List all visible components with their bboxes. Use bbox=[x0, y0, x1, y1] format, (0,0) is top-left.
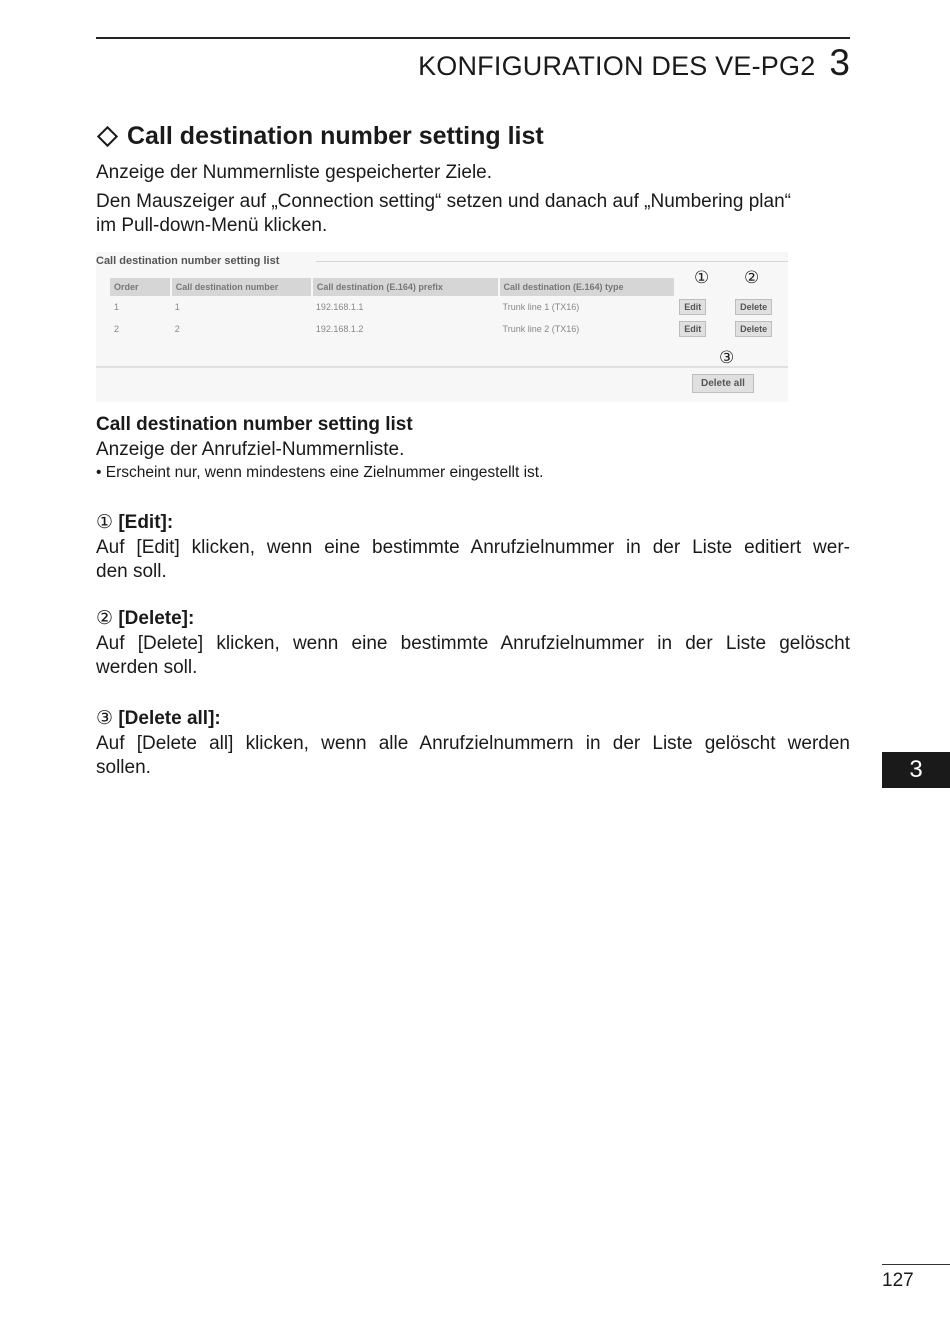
footer-rule bbox=[882, 1264, 950, 1265]
instruction-line-1: Den Mauszeiger auf „Connection setting“ setzen und danach auf „Numbering plan“ bbox=[96, 191, 791, 212]
delete-all-button[interactable]: Delete all bbox=[692, 374, 754, 393]
callout-3: ③ bbox=[719, 348, 735, 367]
item-edit-heading bbox=[96, 510, 850, 535]
instruction-line-2: im Pull-down-Menü klicken. bbox=[96, 215, 328, 236]
edit-button[interactable]: Edit bbox=[679, 299, 706, 315]
cell-prefix: 192.168.1.2 bbox=[315, 324, 364, 334]
cell-order: 2 bbox=[114, 324, 120, 334]
screenshot-title-rule bbox=[316, 261, 788, 262]
item-delete-all-heading bbox=[96, 706, 850, 731]
cell-type: Trunk line 2 (TX16) bbox=[502, 324, 580, 334]
page-number: 127 bbox=[882, 1270, 914, 1291]
header-rule bbox=[96, 37, 850, 39]
section-intro: Anzeige der Nummernliste gespeicherter Ziele. bbox=[96, 162, 493, 183]
cell-number: 1 bbox=[174, 302, 180, 312]
section-heading bbox=[96, 122, 544, 151]
item-delete-all-line-2: sollen. bbox=[96, 757, 151, 778]
callout-2: ② bbox=[744, 268, 760, 287]
item-delete-line-2: werden soll. bbox=[96, 657, 198, 678]
description-note: • Erscheint nur, wenn mindestens eine Zielnummer eingestellt ist. bbox=[96, 464, 544, 481]
delete-button[interactable]: Delete bbox=[735, 321, 772, 337]
table-header-row bbox=[110, 278, 787, 296]
item-marker: ③ bbox=[96, 708, 114, 729]
edit-button[interactable]: Edit bbox=[679, 321, 706, 337]
settings-screenshot bbox=[96, 252, 788, 402]
item-delete-all-line-1: Auf [Delete all] klicken, wenn alle Anrufzielnummern in der Liste gelöscht werden bbox=[96, 733, 850, 754]
description-text: Anzeige der Anrufziel-Nummernliste. bbox=[96, 439, 405, 460]
chapter-side-tab: 3 bbox=[882, 752, 950, 788]
item-marker: ② bbox=[96, 608, 114, 629]
item-delete-heading bbox=[96, 606, 850, 631]
table-row bbox=[110, 296, 787, 318]
column-header: Order bbox=[110, 278, 171, 296]
description-title: Call destination number setting list bbox=[96, 414, 413, 435]
diamond-icon bbox=[97, 126, 118, 147]
callout-1: ① bbox=[694, 268, 710, 287]
item-edit-line-1: Auf [Edit] klicken, wenn eine bestimmte Anrufzielnummer in der Liste editiert wer- bbox=[96, 537, 850, 558]
column-header: Call destination (E.164) type bbox=[499, 278, 676, 296]
item-label: [Edit]: bbox=[118, 512, 174, 533]
item-label: [Delete all]: bbox=[118, 708, 221, 729]
screenshot-separator bbox=[96, 366, 788, 368]
cell-prefix: 192.168.1.1 bbox=[315, 302, 364, 312]
column-header: Call destination number bbox=[171, 278, 312, 296]
screenshot-title: Call destination number setting list bbox=[96, 255, 280, 267]
item-delete-line-1: Auf [Delete] klicken, wenn eine bestimmte Anrufzielnummer in der Liste gelöscht bbox=[96, 633, 850, 654]
column-header: Call destination (E.164) prefix bbox=[312, 278, 499, 296]
table-row bbox=[110, 318, 787, 340]
delete-button[interactable]: Delete bbox=[735, 299, 772, 315]
item-edit-line-2: den soll. bbox=[96, 561, 167, 582]
item-label: [Delete]: bbox=[118, 608, 195, 629]
cell-type: Trunk line 1 (TX16) bbox=[502, 302, 580, 312]
section-heading-text: Call destination number setting list bbox=[127, 122, 544, 150]
chapter-title: KONFIGURATION DES VE-PG2 bbox=[418, 51, 816, 81]
item-marker: ① bbox=[96, 512, 114, 533]
destination-table bbox=[110, 278, 788, 340]
cell-order: 1 bbox=[114, 302, 120, 312]
chapter-number: 3 bbox=[829, 42, 850, 83]
chapter-header bbox=[418, 42, 850, 84]
cell-number: 2 bbox=[174, 324, 180, 334]
